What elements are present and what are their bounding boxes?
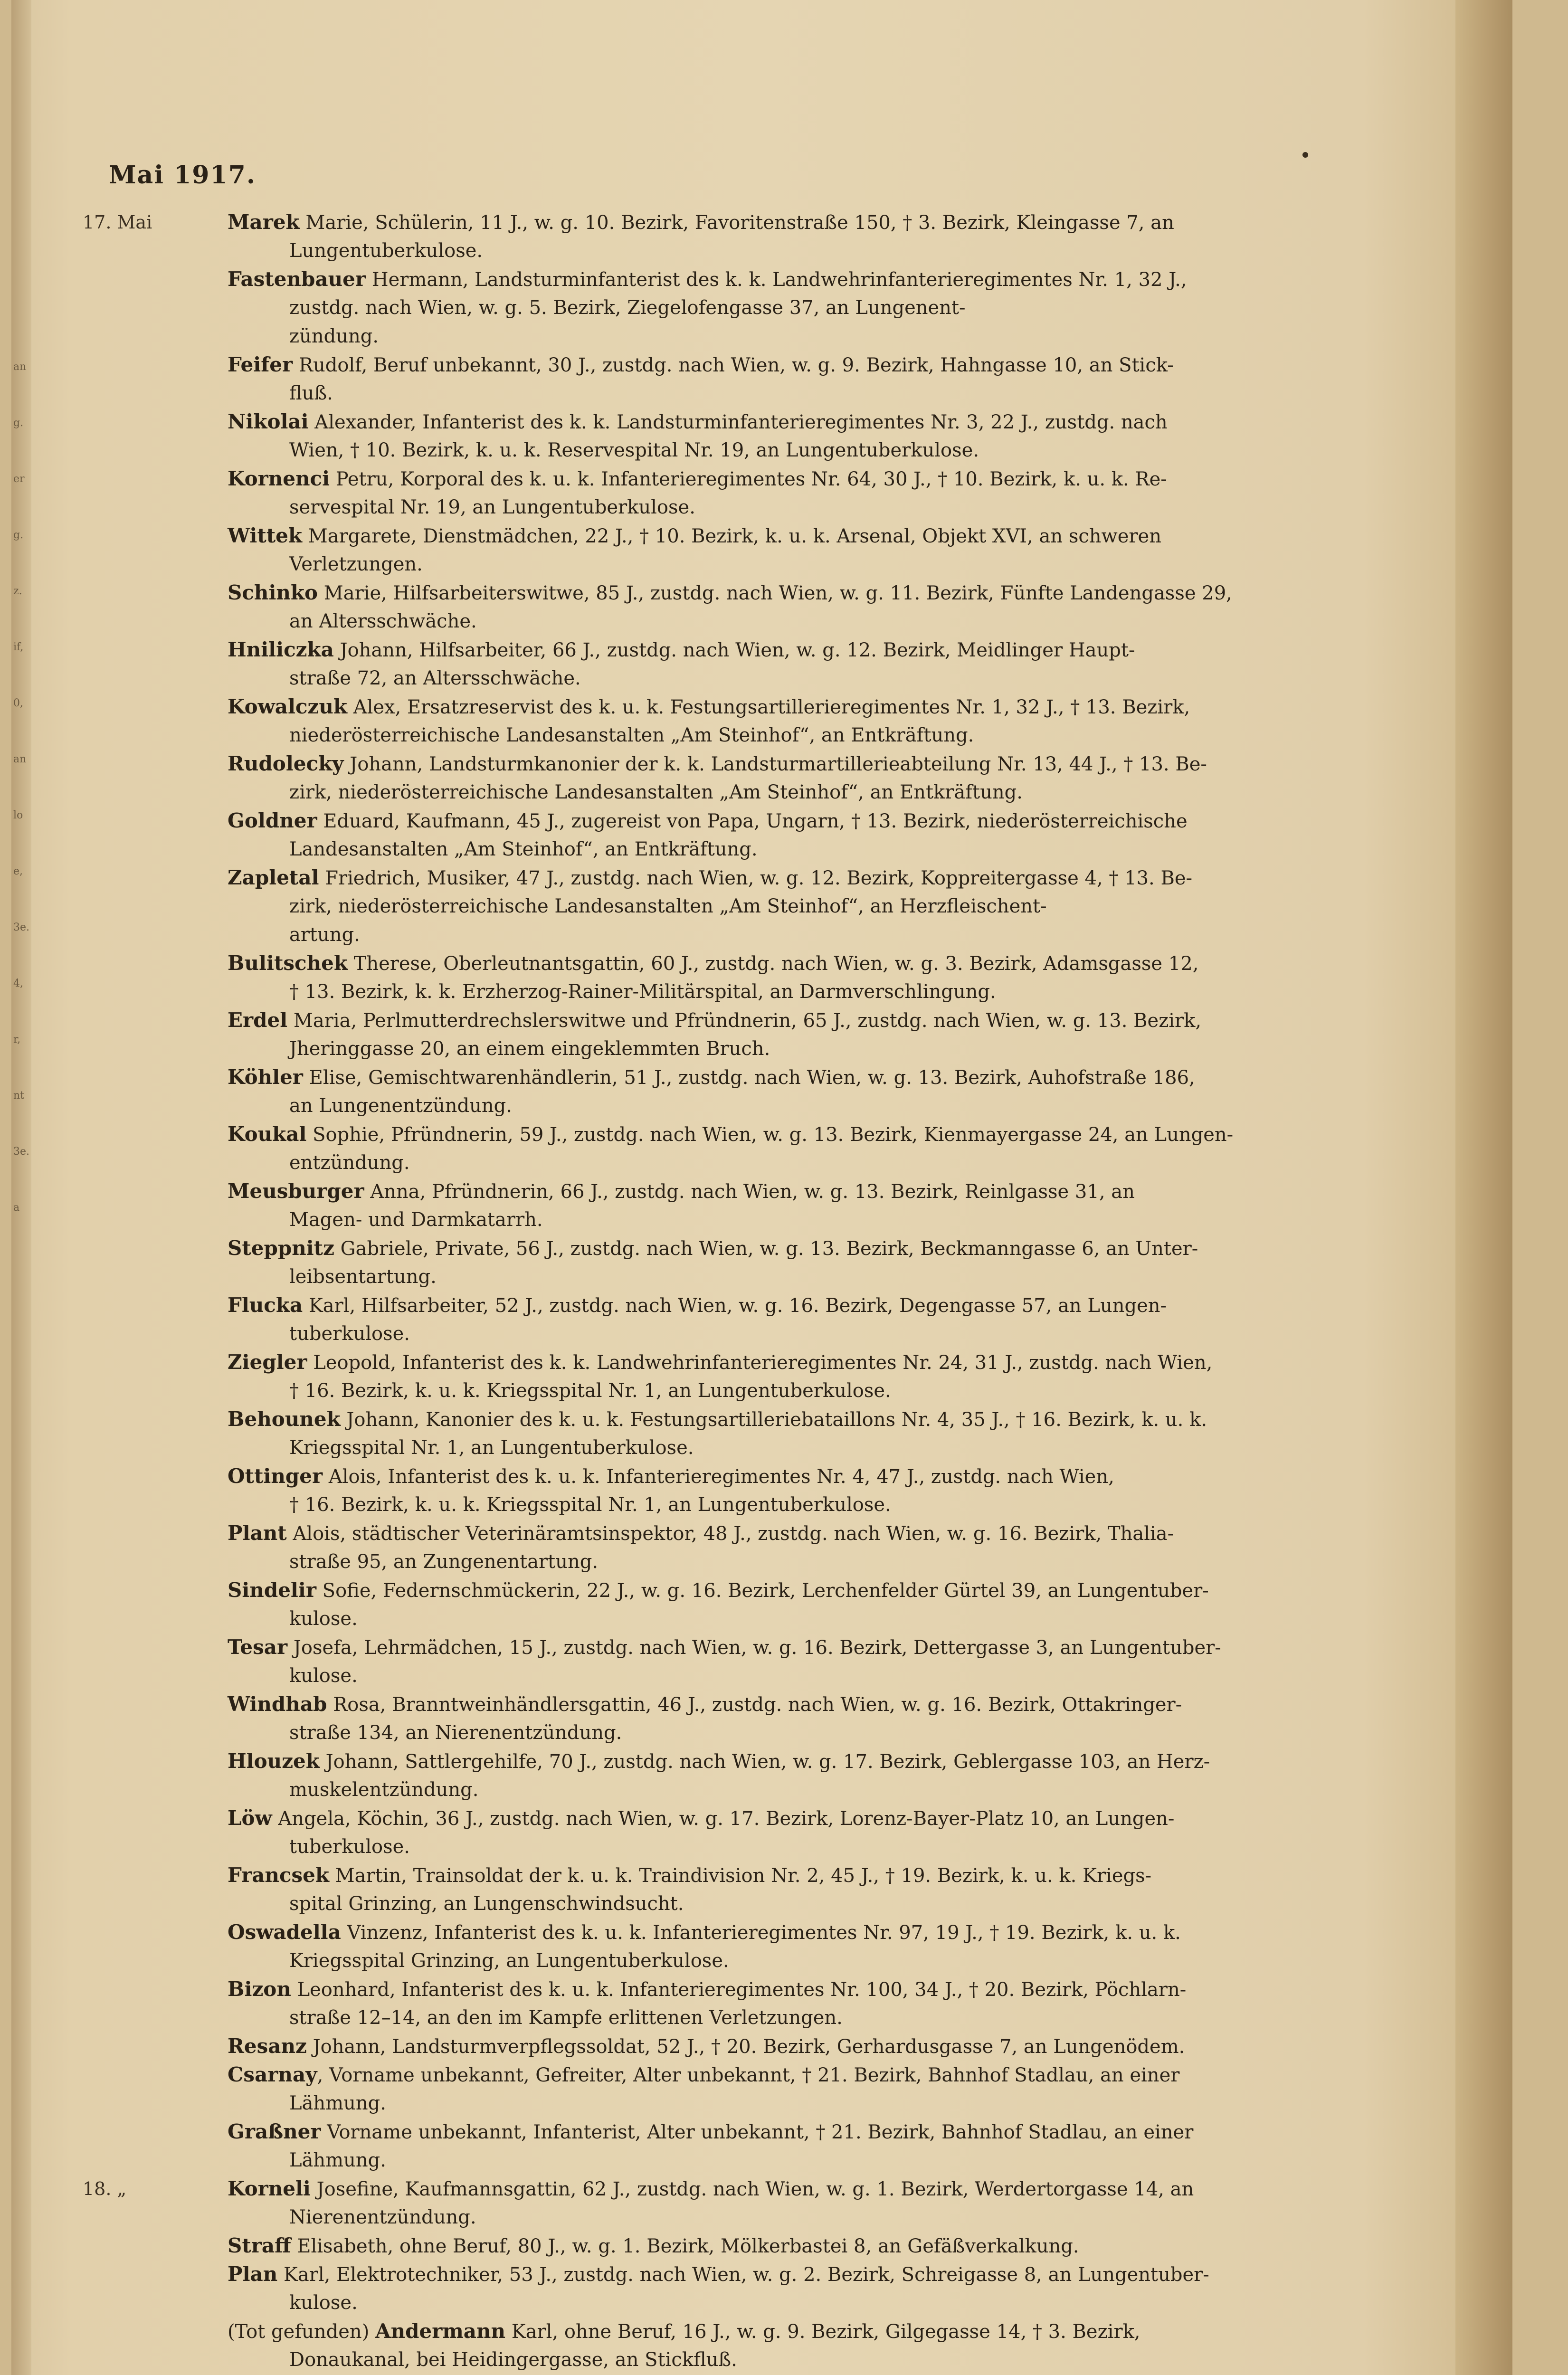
entry-line — [228, 864, 1444, 892]
entry-note: (Tot gefunden) — [228, 2321, 376, 2343]
entry-text: Kriegsspital Grinzing, an Lungentuberkulose. — [289, 1950, 729, 1972]
entry-continuation — [289, 1776, 1444, 1803]
entry-continuation — [289, 294, 1444, 321]
entry-continuation — [289, 1890, 1444, 1917]
entry-text: Kriegsspital Nr. 1, an Lungentuberkulose. — [289, 1437, 694, 1459]
entry-continuation — [289, 1434, 1444, 1461]
entry-continuation — [289, 665, 1444, 692]
surname: Francsek — [228, 1863, 329, 1887]
register-line — [83, 2290, 1370, 2318]
entry-text: Vorname unbekannt, Infanterist, Alter unbekannt, † 21. Bezirk, Bahnhof Stadlau, an einer — [321, 2121, 1194, 2143]
entry-text: kulose. — [289, 2292, 358, 2314]
entry-text: Hermann, Landsturminfanterist des k. k. Landwehrinfanterieregimentes Nr. 1, 32 J., — [366, 269, 1187, 291]
entry-continuation — [289, 1720, 1444, 1746]
register-line — [83, 2232, 1370, 2261]
register-line — [83, 1748, 1370, 1776]
entry-continuation — [289, 2090, 1444, 2117]
register-line — [83, 950, 1370, 978]
margin-mark: 0, — [13, 697, 23, 709]
entry-continuation — [289, 1492, 1444, 1518]
entry-continuation — [289, 551, 1444, 578]
register-line — [83, 2176, 1370, 2204]
surname: Hniliczka — [228, 638, 334, 661]
register-line — [83, 808, 1370, 836]
register-line — [83, 1121, 1370, 1150]
register-line — [83, 2118, 1370, 2147]
entry-text: Alex, Ersatzreservist des k. u. k. Festungsartillerieregimentes Nr. 1, 32 J., † 13. Bezirk, — [347, 696, 1190, 718]
entry-continuation — [289, 1206, 1444, 1233]
surname: Korneli — [228, 2177, 311, 2200]
entry-line — [228, 466, 1444, 493]
register-line — [83, 2004, 1370, 2033]
surname: Löw — [228, 1806, 272, 1830]
entry-line — [228, 2318, 1444, 2345]
entry-text: , Vorname unbekannt, Gefreiter, Alter unbekannt, † 21. Bezirk, Bahnhof Stadlau, an einer — [317, 2064, 1180, 2086]
entry-text: kulose. — [289, 1608, 358, 1630]
entry-text: Lähmung. — [289, 2092, 386, 2114]
entry-line — [228, 1919, 1444, 1946]
margin-mark: z. — [13, 585, 22, 597]
entry-text: Karl, Elektrotechniker, 53 J., zustdg. nach Wien, w. g. 2. Bezirk, Schreigasse 8, an Lungentuber- — [277, 2264, 1209, 2286]
entry-text: straße 134, an Nierenentzündung. — [289, 1722, 622, 1744]
entry-text: Karl, Hilfsarbeiter, 52 J., zustdg. nach Wien, w. g. 16. Bezirk, Degengasse 57, an Lungen- — [303, 1295, 1167, 1317]
entry-continuation — [289, 1948, 1444, 1974]
entry-line — [228, 950, 1444, 977]
entry-line — [228, 1121, 1444, 1148]
register-line — [83, 1434, 1370, 1463]
entry-text: Friedrich, Musiker, 47 J., zustdg. nach Wien, w. g. 12. Bezirk, Koppreitergasse 4, † 13. Be- — [319, 867, 1193, 889]
entry-text: an Altersschwäche. — [289, 610, 477, 632]
entry-line — [228, 1463, 1444, 1490]
entry-text: spital Grinzing, an Lungenschwindsucht. — [289, 1893, 684, 1915]
register-line — [83, 1805, 1370, 1834]
surname: Fastenbauer — [228, 267, 366, 291]
entry-line — [228, 1577, 1444, 1604]
entry-line — [228, 580, 1444, 607]
entry-continuation — [289, 1606, 1444, 1632]
register-line — [83, 1520, 1370, 1548]
entry-continuation — [289, 494, 1444, 521]
entry-line — [228, 1805, 1444, 1832]
margin-mark: an — [13, 753, 27, 765]
entry-text: an Lungenentzündung. — [289, 1095, 513, 1117]
surname: Nikolai — [228, 410, 309, 433]
surname: Flucka — [228, 1293, 303, 1317]
register-line — [83, 1776, 1370, 1805]
register-line — [83, 1720, 1370, 1748]
register-line — [83, 1206, 1370, 1235]
page-edge — [1455, 0, 1512, 2375]
entry-text: Angela, Köchin, 36 J., zustdg. nach Wien, w. g. 17. Bezirk, Lorenz-Bayer-Platz 10, an Lungen- — [272, 1808, 1175, 1830]
entry-text: Vinzenz, Infanterist des k. u. k. Infanterieregimentes Nr. 97, 19 J., † 19. Bezirk, k. u. k. — [341, 1922, 1181, 1944]
register-line — [83, 494, 1370, 522]
entry-text: Karl, ohne Beruf, 16 J., w. g. 9. Bezirk, Gilgegasse 14, † 3. Bezirk, — [505, 2321, 1140, 2343]
entry-text: Rosa, Branntweinhändlersgattin, 46 J., zustdg. nach Wien, w. g. 16. Bezirk, Ottakringer- — [327, 1694, 1182, 1716]
entry-line — [228, 1691, 1444, 1718]
register-line — [83, 1634, 1370, 1662]
register-line — [83, 580, 1370, 608]
entry-date: 18. „ — [83, 2178, 127, 2199]
entry-continuation — [289, 779, 1444, 806]
entry-text: Anna, Pfründnerin, 66 J., zustdg. nach Wien, w. g. 13. Bezirk, Reinlgasse 31, an — [364, 1181, 1135, 1203]
register-line — [83, 1548, 1370, 1577]
entry-text: leibsentartung. — [289, 1266, 437, 1288]
entry-text: Martin, Trainsoldat der k. u. k. Traindivision Nr. 2, 45 J., † 19. Bezirk, k. u. k. Kriegs- — [329, 1865, 1152, 1887]
entry-line — [228, 2261, 1444, 2288]
entry-continuation — [289, 323, 1444, 350]
register-line — [83, 2062, 1370, 2090]
entry-continuation — [289, 2346, 1444, 2373]
register-line — [83, 2346, 1370, 2375]
entry-text: Jheringgasse 20, an einem eingeklemmten Bruch. — [289, 1038, 770, 1060]
entry-line — [228, 352, 1444, 379]
register-line — [83, 323, 1370, 352]
register-line — [83, 1064, 1370, 1092]
entry-continuation — [289, 1092, 1444, 1119]
register-line — [83, 1235, 1370, 1264]
death-register-entries — [83, 209, 1370, 2375]
entry-text: Sophie, Pfründnerin, 59 J., zustdg. nach Wien, w. g. 13. Bezirk, Kienmayergasse 24, an Lungen- — [306, 1124, 1234, 1146]
entry-text: Johann, Landsturmkanonier der k. k. Landsturmartillerieabteilung Nr. 13, 44 J., † 13. Be- — [343, 753, 1207, 775]
margin-mark: r, — [13, 1034, 21, 1045]
entry-text: † 16. Bezirk, k. u. k. Kriegsspital Nr. 1, an Lungentuberkulose. — [289, 1494, 891, 1516]
register-line — [83, 1862, 1370, 1890]
register-line — [83, 1834, 1370, 1862]
register-line — [83, 238, 1370, 266]
entry-text: Lungentuberkulose. — [289, 240, 483, 262]
entry-text: Johann, Hilfsarbeiter, 66 J., zustdg. nach Wien, w. g. 12. Bezirk, Meidlinger Haupt- — [333, 639, 1135, 661]
entry-text: Magen- und Darmkatarrh. — [289, 1209, 543, 1231]
entry-line — [228, 408, 1444, 436]
entry-line — [228, 808, 1444, 835]
entry-text: Alois, Infanterist des k. u. k. Infanterieregimentes Nr. 4, 47 J., zustdg. nach Wien, — [323, 1466, 1114, 1488]
entry-text: fluß. — [289, 382, 333, 404]
register-line — [83, 294, 1370, 323]
entry-continuation — [289, 978, 1444, 1005]
entry-continuation — [289, 722, 1444, 749]
register-line — [83, 750, 1370, 779]
register-line — [83, 1492, 1370, 1520]
register-line — [83, 1349, 1370, 1378]
register-line — [83, 1691, 1370, 1720]
entry-continuation — [289, 2290, 1444, 2316]
entry-text: tuberkulose. — [289, 1836, 410, 1858]
surname: Meusburger — [228, 1179, 364, 1203]
register-line — [83, 209, 1370, 238]
surname: Koukal — [228, 1122, 307, 1146]
register-line — [83, 694, 1370, 722]
register-line — [83, 636, 1370, 665]
entry-text: Johann, Kanonier des k. u. k. Festungsartilleriebataillons Nr. 4, 35 J., † 16. Bezirk, k. u. k. — [340, 1409, 1207, 1431]
entry-text: Therese, Oberleutnantsgattin, 60 J., zustdg. nach Wien, w. g. 3. Bezirk, Adamsgasse 12, — [347, 953, 1199, 975]
surname: Marek — [228, 210, 300, 234]
entry-line — [228, 2176, 1444, 2203]
entry-line — [228, 2062, 1444, 2089]
entry-text: Eduard, Kaufmann, 45 J., zugereist von Papa, Ungarn, † 13. Bezirk, niederösterreichische — [317, 810, 1188, 832]
entry-line — [228, 1406, 1444, 1433]
register-line — [83, 2261, 1370, 2290]
entry-line — [228, 1007, 1444, 1034]
register-line — [83, 2204, 1370, 2232]
surname: Graßner — [228, 2120, 321, 2143]
register-line — [83, 1577, 1370, 1606]
entry-text: Johann, Landsturmverpflegssoldat, 52 J., † 20. Bezirk, Gerhardusgasse 7, an Lungenödem. — [306, 2036, 1185, 2058]
register-line — [83, 2090, 1370, 2118]
entry-continuation — [289, 1834, 1444, 1860]
register-line — [83, 437, 1370, 466]
register-line — [83, 864, 1370, 893]
entry-continuation — [289, 893, 1444, 920]
margin-mark: 4, — [13, 978, 23, 989]
entry-text: kulose. — [289, 1665, 358, 1687]
register-line — [83, 2147, 1370, 2176]
entry-text: Maria, Perlmutterdrechslerswitwe und Pfründnerin, 65 J., zustdg. nach Wien, w. g. 13. Bezirk, — [287, 1010, 1202, 1032]
surname: Tesar — [228, 1635, 288, 1659]
entry-line — [228, 1976, 1444, 2003]
surname: Bizon — [228, 1977, 291, 2001]
surname: Zapletal — [228, 866, 319, 889]
entry-text: straße 12–14, an den im Kampfe erlittenen Verletzungen. — [289, 2007, 843, 2029]
entry-text: artung. — [289, 924, 360, 946]
margin-mark: er — [13, 473, 25, 485]
entry-text: Alois, städtischer Veterinäramtsinspektor, 48 J., zustdg. nach Wien, w. g. 16. Bezirk, Thalia- — [286, 1523, 1174, 1545]
surname: Plant — [228, 1521, 287, 1545]
entry-continuation — [289, 608, 1444, 635]
register-line — [83, 1976, 1370, 2004]
register-line — [83, 1007, 1370, 1036]
surname: Oswadella — [228, 1920, 341, 1944]
entry-text: Lähmung. — [289, 2149, 386, 2171]
entry-text: tuberkulose. — [289, 1323, 410, 1345]
entry-continuation — [289, 437, 1444, 464]
register-line — [83, 893, 1370, 922]
surname: Wittek — [228, 524, 303, 547]
entry-line — [228, 1064, 1444, 1091]
entry-text: † 13. Bezirk, k. k. Erzherzog-Rainer-Militärspital, an Darmverschlingung. — [289, 981, 996, 1003]
entry-continuation — [289, 1320, 1444, 1347]
entry-text: Leopold, Infanterist des k. k. Landwehrinfanterieregimentes Nr. 24, 31 J., zustdg. nach Wien, — [307, 1352, 1213, 1374]
entry-line — [228, 1178, 1444, 1205]
margin-mark: an — [13, 361, 27, 373]
entry-line — [228, 2232, 1444, 2260]
register-line — [83, 1378, 1370, 1406]
entry-continuation — [289, 1036, 1444, 1062]
entry-continuation — [289, 2004, 1444, 2031]
surname: Windhab — [228, 1692, 327, 1716]
entry-continuation — [289, 238, 1444, 264]
entry-text: Josefine, Kaufmannsgattin, 62 J., zustdg. nach Wien, w. g. 1. Bezirk, Werdertorgasse 14, an — [310, 2178, 1194, 2200]
margin-mark: 3e. — [13, 922, 30, 933]
entry-text: Sofie, Federnschmückerin, 22 J., w. g. 16. Bezirk, Lerchenfelder Gürtel 39, an Lungentuber- — [316, 1580, 1209, 1602]
register-line — [83, 1463, 1370, 1492]
register-line — [83, 779, 1370, 808]
register-line — [83, 1150, 1370, 1178]
register-line — [83, 1178, 1370, 1206]
surname: Rudolecky — [228, 752, 344, 775]
entry-text: Nierenentzündung. — [289, 2206, 476, 2228]
register-line — [83, 466, 1370, 494]
entry-text: Johann, Sattlergehilfe, 70 J., zustdg. nach Wien, w. g. 17. Bezirk, Geblergasse 103, an Herz- — [319, 1751, 1210, 1773]
entry-text: Petru, Korporal des k. u. k. Infanterieregimentes Nr. 64, 30 J., † 10. Bezirk, k. u. k. Re- — [330, 468, 1167, 490]
entry-text: zirk, niederösterreichische Landesanstalten „Am Steinhof“, an Herzfleischent- — [289, 895, 1047, 917]
surname: Feifer — [228, 353, 293, 376]
entry-text: Margarete, Dienstmädchen, 22 J., † 10. Bezirk, k. u. k. Arsenal, Objekt XVI, an schweren — [302, 525, 1161, 547]
entry-continuation — [289, 1150, 1444, 1176]
entry-text: entzündung. — [289, 1152, 410, 1174]
register-line — [83, 1662, 1370, 1691]
entry-continuation — [289, 1378, 1444, 1404]
margin-mark: g. — [13, 417, 24, 429]
entry-text: niederösterreichische Landesanstalten „Am Steinhof“, an Entkräftung. — [289, 724, 974, 746]
surname: Andermann — [375, 2319, 506, 2343]
entry-text: Alexander, Infanterist des k. k. Landsturminfanterieregimentes Nr. 3, 22 J., zustdg. nach — [308, 411, 1168, 433]
entry-continuation — [289, 2204, 1444, 2231]
entry-continuation — [289, 1662, 1444, 1689]
register-line — [83, 266, 1370, 294]
surname: Plan — [228, 2262, 278, 2286]
surname: Behounek — [228, 1407, 341, 1431]
entry-text: zustdg. nach Wien, w. g. 5. Bezirk, Ziegelofengasse 37, an Lungenent- — [289, 297, 966, 319]
register-line — [83, 608, 1370, 636]
entry-text: Verletzungen. — [289, 553, 423, 575]
register-line — [83, 665, 1370, 694]
surname: Kowalczuk — [228, 695, 347, 718]
entry-text: Marie, Hilfsarbeiterswitwe, 85 J., zustdg. nach Wien, w. g. 11. Bezirk, Fünfte Landengasse 29, — [318, 582, 1232, 604]
entry-line — [228, 1862, 1444, 1889]
entry-text: Wien, † 10. Bezirk, k. u. k. Reservespital Nr. 19, an Lungentuberkulose. — [289, 439, 979, 461]
surname: Straff — [228, 2234, 291, 2257]
entry-text: Marie, Schülerin, 11 J., w. g. 10. Bezirk, Favoritenstraße 150, † 3. Bezirk, Kleingasse 7, an — [299, 212, 1174, 234]
register-line — [83, 836, 1370, 864]
register-line — [83, 1292, 1370, 1320]
register-line — [83, 2318, 1370, 2346]
surname: Kornenci — [228, 467, 330, 490]
register-line — [83, 1890, 1370, 1919]
entry-continuation — [289, 836, 1444, 863]
register-line — [83, 551, 1370, 580]
surname: Csarnay — [228, 2063, 317, 2086]
margin-mark: 3e. — [13, 1146, 30, 1158]
entry-line — [228, 2118, 1444, 2146]
surname: Ziegler — [228, 1350, 307, 1374]
register-line — [83, 1036, 1370, 1064]
entry-text: Gabriele, Private, 56 J., zustdg. nach Wien, w. g. 13. Bezirk, Beckmanngasse 6, an Unter- — [334, 1238, 1198, 1260]
surname: Sindelir — [228, 1578, 316, 1602]
entry-line — [228, 1235, 1444, 1262]
surname: Köhler — [228, 1065, 303, 1089]
margin-mark: lo — [13, 809, 23, 821]
surname: Erdel — [228, 1008, 288, 1032]
surname: Hlouzek — [228, 1749, 320, 1773]
register-page — [11, 0, 1512, 2375]
surname: Goldner — [228, 809, 317, 832]
entry-text: Leonhard, Infanterist des k. u. k. Infanterieregimentes Nr. 100, 34 J., † 20. Bezirk, Pöchlarn- — [291, 1979, 1187, 2001]
entry-text: Elisabeth, ohne Beruf, 80 J., w. g. 1. Bezirk, Mölkerbastei 8, an Gefäßverkalkung. — [291, 2235, 1079, 2257]
register-line — [83, 722, 1370, 750]
register-line — [83, 1406, 1370, 1434]
page-header: Mai 1917. — [109, 161, 256, 190]
entry-text: † 16. Bezirk, k. u. k. Kriegsspital Nr. 1, an Lungentuberkulose. — [289, 1380, 891, 1402]
register-line — [83, 1606, 1370, 1634]
entry-text: straße 95, an Zungenentartung. — [289, 1551, 599, 1573]
entry-line — [228, 522, 1444, 550]
entry-line — [228, 1748, 1444, 1775]
entry-text: Rudolf, Beruf unbekannt, 30 J., zustdg. nach Wien, w. g. 9. Bezirk, Hahngasse 10, an Stick- — [293, 354, 1174, 376]
margin-mark: nt — [13, 1090, 25, 1102]
surname: Ottinger — [228, 1464, 323, 1488]
entry-continuation — [289, 1264, 1444, 1290]
entry-line — [228, 1292, 1444, 1319]
entry-text: servespital Nr. 19, an Lungentuberkulose. — [289, 496, 695, 518]
register-line — [83, 1264, 1370, 1292]
register-line — [83, 1919, 1370, 1948]
surname: Steppnitz — [228, 1236, 334, 1260]
entry-continuation — [289, 2147, 1444, 2174]
entry-line — [228, 750, 1444, 778]
entry-line — [228, 636, 1444, 664]
register-line — [83, 408, 1370, 437]
ink-dot — [1302, 152, 1308, 158]
entry-line — [228, 694, 1444, 721]
register-line — [83, 922, 1370, 950]
entry-continuation — [289, 1548, 1444, 1575]
entry-line — [228, 1520, 1444, 1547]
entry-text: straße 72, an Altersschwäche. — [289, 667, 581, 689]
margin-mark: e, — [13, 865, 23, 877]
entry-line — [228, 266, 1444, 293]
entry-text: zirk, niederösterreichische Landesanstalten „Am Steinhof“, an Entkräftung. — [289, 781, 1023, 803]
surname: Schinko — [228, 581, 318, 604]
register-line — [83, 380, 1370, 408]
entry-continuation — [289, 922, 1444, 948]
register-line — [83, 352, 1370, 380]
entry-continuation — [289, 380, 1444, 407]
register-line — [83, 1320, 1370, 1349]
register-line — [83, 978, 1370, 1007]
entry-line — [228, 2033, 1444, 2060]
entry-line — [228, 1349, 1444, 1376]
entry-line — [228, 1634, 1444, 1661]
entry-text: Josefa, Lehrmädchen, 15 J., zustdg. nach Wien, w. g. 16. Bezirk, Dettergasse 3, an Lungentuber- — [287, 1637, 1221, 1659]
entry-text: Landesanstalten „Am Steinhof“, an Entkräftung. — [289, 838, 758, 860]
surname: Bulitschek — [228, 951, 348, 975]
entry-line — [228, 209, 1444, 236]
binding-gutter — [11, 0, 31, 2375]
margin-mark: if, — [13, 641, 24, 653]
entry-text: zündung. — [289, 325, 379, 347]
entry-text: muskelentzündung. — [289, 1779, 479, 1801]
entry-text: Elise, Gemischtwarenhändlerin, 51 J., zustdg. nach Wien, w. g. 13. Bezirk, Auhofstraße 186, — [303, 1067, 1195, 1089]
register-line — [83, 2033, 1370, 2062]
entry-text: Donaukanal, bei Heidingergasse, an Stickfluß. — [289, 2349, 737, 2371]
register-line — [83, 522, 1370, 551]
register-line — [83, 1948, 1370, 1976]
margin-mark: g. — [13, 529, 24, 541]
register-line — [83, 1092, 1370, 1121]
entry-date: 17. Mai — [83, 212, 152, 233]
margin-mark: a — [13, 1202, 20, 1214]
surname: Resanz — [228, 2034, 307, 2058]
